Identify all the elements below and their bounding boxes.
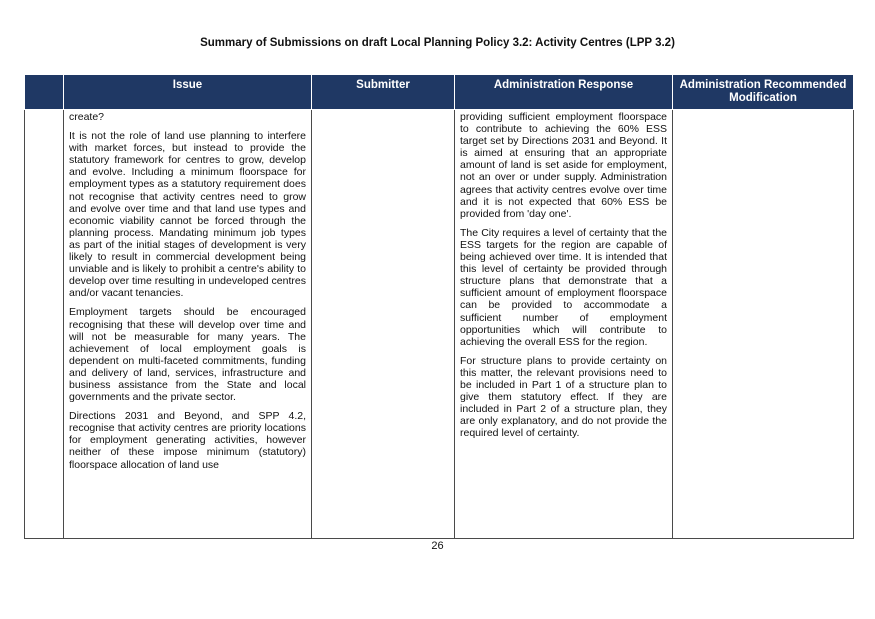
issue-paragraph: create? (69, 111, 105, 123)
issue-paragraph: It is not the role of land use planning to interfere with market forces, but instead to provide the statutory framework for centres to grow, develop and evolve. Including a minimum floorspace for employment types as a statutory requirement does not recognise that activity centres need to grow and evolve over time and that land use types and economic viability cannot be forced through the planning process. Mandating minimum job types as part of the initial stages of development is very likely to result in commercial development being unviable and is likely to prohibit a centre's ability to develop over time resulting in undeveloped centres and/or vacant tenancies. (69, 130, 306, 300)
issue-cell (64, 110, 312, 539)
page-number: 26 (431, 540, 444, 552)
response-paragraph: The City requires a level of certainty that the ESS targets for the region are capable of being achieved over time. It is intended that this level of certainty be provided through structure plans that demonstrate that a sufficient amount of employment floorspace can be provided to accommodate a sufficient number of employment opportunities which will contribute to achieving the overall ESS for the region. (460, 226, 667, 348)
response-cell (455, 110, 673, 539)
modification-column-header: Administration Recommended Modification (673, 75, 854, 110)
submissions-table (24, 74, 854, 539)
response-column-header: Administration Response (455, 75, 673, 110)
table-row (25, 110, 854, 539)
issue-column-header: Issue (64, 75, 312, 110)
table-header-row (25, 75, 854, 110)
issue-paragraph: Directions 2031 and Beyond, and SPP 4.2, recognise that activity centres are priority locations for employment generating activities, however neither of these impose minimum (statutory) floorspace allocation of land use (69, 410, 306, 471)
blank-column-header (25, 75, 64, 110)
modification-cell (673, 110, 854, 539)
issue-paragraph: Employment targets should be encouraged recognising that these will develop over time and will not be measurable for many years. The achievement of local employment goals is dependent on multi-faceted commitments, funding and delivery of land, services, infrastructure and business assistance from the State and local governments and the private sector. (69, 306, 306, 404)
response-paragraph: For structure plans to provide certainty on this matter, the relevant provisions need to be included in Part 1 of a structure plan to give them statutory effect. If they are included in Part 2 of a structure plan, they are only explanatory, and do not provide the required level of certainty. (460, 354, 667, 440)
submitter-column-header: Submitter (312, 75, 455, 110)
submitter-cell (312, 110, 455, 539)
blank-cell (25, 110, 64, 539)
document-title: Summary of Submissions on draft Local Planning Policy 3.2: Activity Centres (LPP 3.2) (200, 37, 675, 49)
response-paragraph: providing sufficient employment floorspace to contribute to achieving the 60% ESS target set by Directions 2031 and Beyond. It is aimed at ensuring that an appropriate amount of land is set aside for employment, not an over or under supply. Administration agrees that activity centres evolve over time and it is not expected that 60% ESS be provided from 'day one'. (460, 111, 667, 220)
